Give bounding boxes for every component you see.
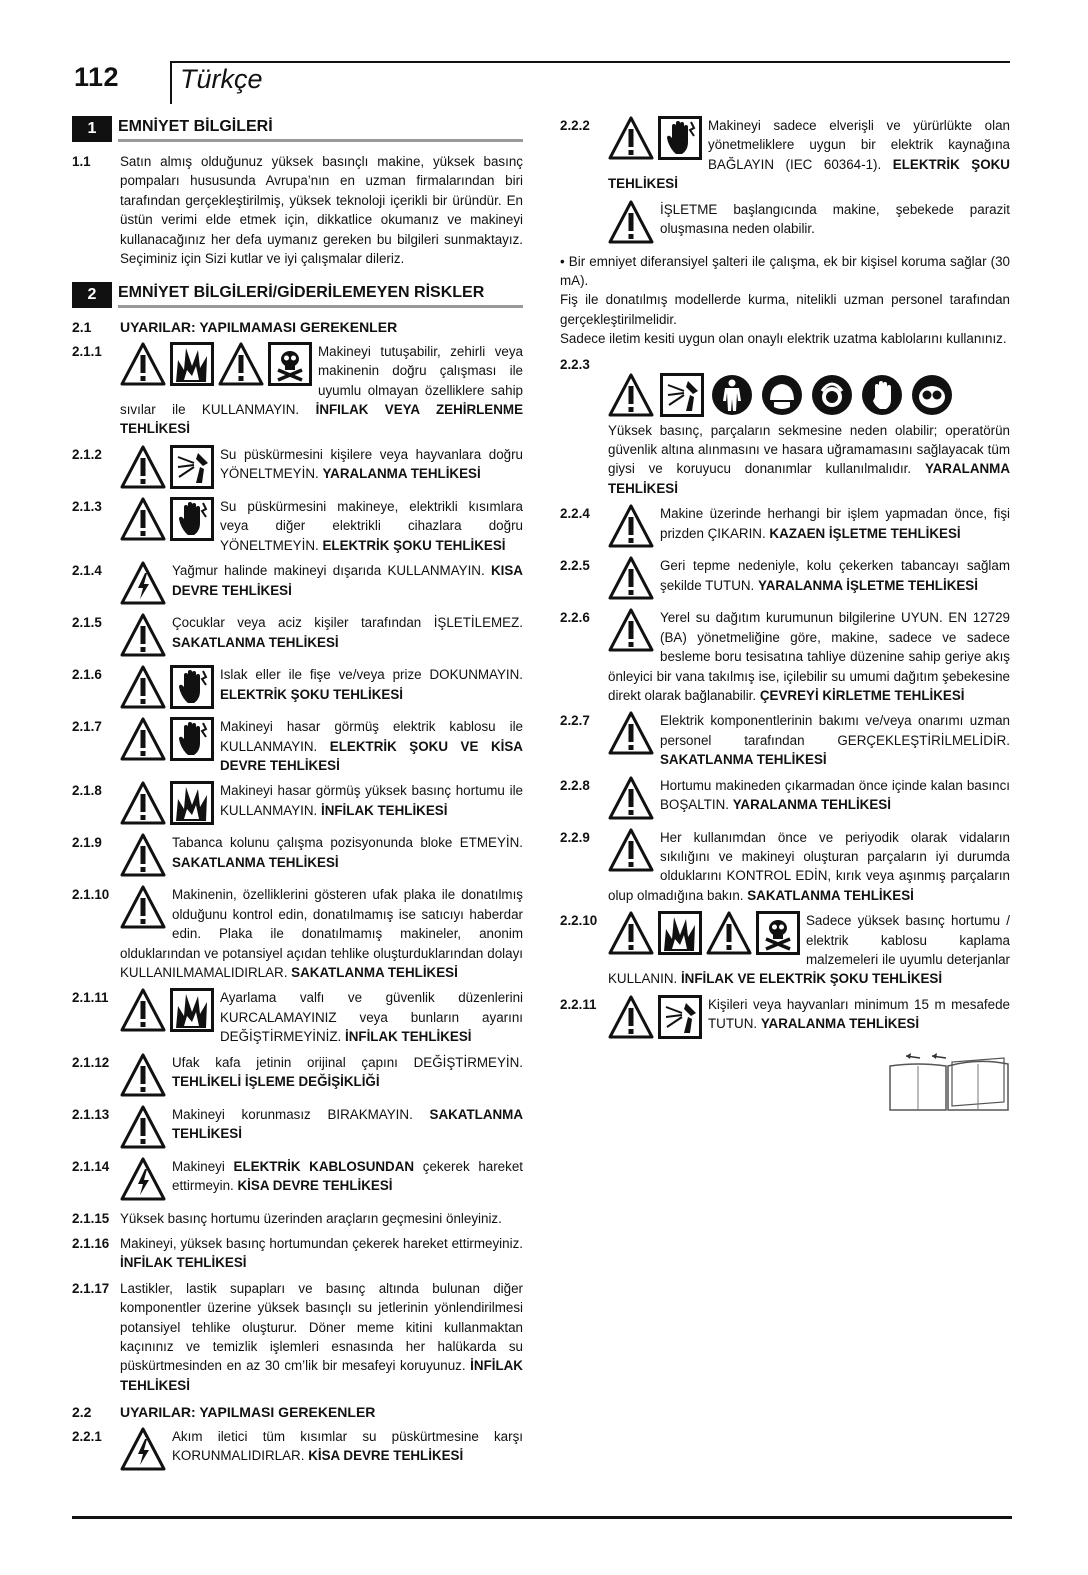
hazard-label: ELEKTRİK ŞOKU TEHLİKESİ [608, 156, 1010, 192]
item-2-2-11 [560, 995, 1010, 1041]
item-2-1-13 [72, 1105, 523, 1151]
rcd-note: • Bir emniyet diferansiyel şalteri ile çalışma, ek bir kişisel koruma sağlar (30 mA). [560, 253, 1010, 289]
warning-icon [608, 504, 654, 548]
item-number: 2.1.7 [72, 719, 102, 735]
electric-hand-icon [170, 717, 214, 761]
hazard-label: İNFİLAK TEHLİKESİ [345, 1029, 472, 1045]
helmet-icon [760, 373, 804, 417]
hazard-label: SAKATLANMA TEHLİKESİ [291, 964, 458, 980]
right-column [560, 116, 1010, 1047]
item-text: Makineyi sadece elverişli ve yürürlükte olan yönetmeliklere uygun bir elektrik kaynağına BAĞLAYIN (IEC 60364-1). [708, 118, 1010, 172]
item-number: 2.2.1 [72, 1428, 102, 1444]
item-number: 2.1.3 [72, 498, 102, 514]
item-text: Her kullanımdan önce ve periyodik olarak vidaların sıkılığını ve makineyi oluşturan parçaların iyi durumda olduklarını KONTROL EDİN, kırık veya aşınmış parçaların olup olmadığına bakın. [608, 829, 1010, 903]
item-number: 2.1.17 [72, 1280, 110, 1296]
warning-icon [120, 781, 166, 825]
item-number: 2.1.12 [72, 1054, 110, 1070]
item-text: Ayarlama valfı ve güvenlik düzenlerini KURCALAMAYINIZ veya bunların ayarını DEĞİŞTİRMEYİNİZ. [220, 990, 523, 1045]
item-2-1-14 [72, 1157, 523, 1203]
spray-person-icon [660, 373, 704, 417]
section-title: EMNİYET BİLGİLERİ/GİDERİLEMEYEN RİSKLER [118, 282, 523, 308]
item-number: 2.1.11 [72, 990, 109, 1006]
page-number: 112 [74, 62, 120, 92]
subsection-number: 2.2 [72, 1404, 92, 1421]
item-2-1-6 [72, 665, 523, 711]
hazard-label: SAKATLANMA TEHLİKESİ [172, 634, 339, 650]
item-text: Lastikler, lastik supapları ve basınç altında bulunan diğer komponentler üzerine yüksek basınçlı su jetlerinin yönlendirilmesi potansiyel tehlike oluşturur. Döner meme kitini kullanmaktan kaçınınız ve temizlik işlemleri esnasında her halükarda su püskürtmesinden en az 30 cm’lik bir mesafeyi koruyunuz. [120, 1280, 523, 1374]
warning-icon [608, 711, 654, 755]
hazard-label: ELEKTRİK ŞOKU TEHLİKESİ [322, 537, 506, 553]
warning-icon [120, 342, 166, 386]
spray-person-icon [170, 445, 214, 489]
item-text: Su püskürmesini kişilere veya hayvanlara doğru YÖNELTMEYİN. [220, 446, 523, 482]
hazard-label: KİSA DEVRE TEHLİKESİ [237, 1177, 393, 1193]
warning-icon [120, 833, 166, 877]
item-2-2-9 [560, 828, 1010, 906]
item-1-1 [72, 152, 523, 268]
item-text: Makineyi hasar görmüş yüksek basınç hortumu ile KULLANMAYIN. [220, 783, 523, 818]
warning-icon [608, 995, 654, 1039]
item-number: 2.1.10 [72, 887, 110, 903]
item-text: Islak eller ile fişe ve/veya prize DOKUNMAYIN. [220, 667, 523, 683]
item-text: Yağmur halinde makineyi dışarıda KULLANMAYIN. [172, 563, 485, 579]
item-2-2-10 [560, 911, 1010, 989]
electric-warning-icon [120, 1427, 166, 1471]
item-2-1-16 [72, 1234, 523, 1273]
item-number: 2.1.16 [72, 1235, 110, 1251]
section-title: EMNİYET BİLGİLERİ [118, 116, 523, 142]
subsection-title: UYARILAR: YAPILMASI GEREKENLER [120, 1404, 376, 1421]
item-number: 2.1.9 [72, 835, 102, 851]
hazard-label: SAKATLANMA TEHLİKESİ [660, 752, 827, 768]
section-2-header [72, 282, 523, 308]
subsection-number: 2.1 [72, 319, 92, 336]
item-number: 2.1.4 [72, 563, 102, 579]
item-2-2-2-note [560, 200, 1010, 246]
item-2-2-8 [560, 776, 1010, 822]
item-2-1-3 [72, 497, 523, 555]
item-number: 2.1.5 [72, 615, 102, 631]
item-text: Yüksek basınç, parçaların sekmesine neden olabilir; operatörün güvenlik altına alınmasını ve hasara uğramamasını sağlayacak tüm giysi ve koruyucu donanımlar kullanılmalıdır. [608, 422, 1010, 477]
skull-icon [756, 911, 800, 955]
read-manual-icon [888, 1052, 1010, 1112]
extension-note: Sadece iletim kesiti uygun olan onaylı elektrik uzatma kablolarını kullanınız. [560, 331, 1007, 347]
item-text: Elektrik komponentlerinin bakımı ve/veya onarımı uzman personel tarafından GERÇEKLEŞTİRİLMELİDİR. [660, 713, 1010, 748]
hazard-label: SAKATLANMA TEHLİKESİ [172, 854, 339, 870]
item-text: Çocuklar veya aciz kişiler tarafından İŞLETİLEMEZ. [172, 615, 523, 631]
item-2-1-8 [72, 781, 523, 827]
hazard-label: ELEKTRİK ŞOKU TEHLİKESİ [220, 686, 404, 702]
item-text: Yerel su dağıtım kurumunun bilgilerine UYUN. EN 12729 (BA) yönetmeliğine göre, makine, sadece ve sadece besleme boru tesisatına tahliye düzenine sahip geriye akış önleyici bir vana takılmış ise, içilebilir su umumi dağıtım şebekesine direkt olarak bağlanabilir. [608, 610, 1010, 703]
item-number: 2.1.6 [72, 667, 102, 683]
warning-icon [120, 445, 166, 489]
item-text: Makineyi, yüksek basınç hortumundan çekerek hareket ettirmeyiniz. [120, 1235, 523, 1251]
warning-icon [120, 885, 166, 929]
item-number: 2.2.3 [560, 356, 590, 372]
item-2-1-12 [72, 1053, 523, 1099]
warning-icon [120, 665, 166, 709]
hazard-label: YARALANMA TEHLİKESİ [760, 1016, 920, 1032]
hazard-label: İNFILAK VEYA ZEHİRLENME TEHLİKESİ [120, 402, 523, 437]
warning-icon [218, 342, 264, 386]
protective-suit-icon [710, 373, 754, 417]
item-number: 2.1.14 [72, 1158, 110, 1174]
item-2-1-10 [72, 885, 523, 982]
item-2-1-9 [72, 833, 523, 879]
warning-icon [706, 911, 752, 955]
hazard-label: ELEKTRİK ŞOKU VE KİSA DEVRE TEHLİKESİ [220, 738, 523, 773]
emphasis-text: ELEKTRİK KABLOSUNDAN [233, 1158, 415, 1174]
item-text: Makineyi tutuşabilir, zehirli veya makinenin doğru çalışması ile uyumlu olmayan özelliklere sahip sıvılar ile KULLANMAYIN. [120, 343, 523, 418]
section-number: 2 [72, 282, 112, 308]
item-text: Makinenin, özelliklerini gösteren ufak plaka ile donatılmış olduğunu kontrol edin, donatılmamış ise satıcıyı haberdar edin. Plaka ile donatılmamış makineler, anonim olduklarından ve potansiyel açıdan tehlike oluşturduklarından dolayı KULLANILMAMALIDIRLAR. [120, 887, 523, 980]
subsection-title: UYARILAR: YAPILMAMASI GEREKENLER [120, 319, 398, 336]
electric-warning-icon [120, 1157, 166, 1201]
item-2-2-7 [560, 711, 1010, 769]
item-text: Sadece yüksek basınç hortumu / elektrik kablosu kaplama malzemeleri ile uyumlu deterjanlar KULLANIN. [608, 913, 1010, 987]
explosion-icon [170, 988, 214, 1032]
item-2-2-3 [560, 355, 1010, 499]
item-number: 2.2.9 [560, 829, 590, 845]
item-number: 2.2.7 [560, 713, 590, 729]
warning-icon [608, 373, 654, 417]
subsection-2-1 [72, 318, 523, 337]
explosion-icon [170, 342, 214, 386]
item-number: 2.1.13 [72, 1106, 110, 1122]
electric-warning-icon [120, 561, 166, 605]
hazard-label: ÇEVREYİ KİRLETME TEHLİKESİ [759, 687, 965, 703]
item-text: çekerek hareket ettirmeyin. [172, 1158, 523, 1193]
spray-person-icon [658, 995, 702, 1039]
item-2-1-5 [72, 613, 523, 659]
item-text: Makine üzerinde herhangi bir işlem yapmadan önce, fişi prizden ÇIKARIN. [660, 506, 1010, 541]
header-rule [170, 61, 1010, 63]
item-number: 2.2.6 [560, 610, 590, 626]
item-2-1-1 [72, 342, 523, 439]
item-number: 2.2.10 [560, 913, 598, 929]
hazard-label: KISA DEVRE TEHLİKESİ [172, 563, 523, 598]
item-2-1-2 [72, 445, 523, 491]
item-2-2-1 [72, 1427, 523, 1473]
item-text: Satın almış olduğunuz yüksek basınçlı makine, yüksek basınç pompaları hususunda Avrupa’nın en uzman firmalarından biri tarafından gerçekleştirilmiş, yüksek teknoloji içerikli bir üründür. En üstün verimi elde etmek için, dikkatlice okumanız ve makineyi kullanacağınız her defa uymanız gereken bu bilgileri sunmaktayız. Seçiminiz için Sizi kutlar ve iyi çalışmalar dileriz. [120, 154, 523, 267]
page-language: Türkçe [180, 64, 263, 94]
item-2-1-7 [72, 717, 523, 775]
hazard-label: TEHLİKELİ İŞLEME DEĞİŞİKLİĞİ [172, 1073, 380, 1089]
explosion-icon [658, 911, 702, 955]
warning-icon [608, 200, 654, 244]
hazard-label: İNFİLAK TEHLİKESİ [120, 1358, 523, 1393]
subsection-2-2 [72, 1403, 523, 1422]
item-text: Su püskürmesini makineye, elektrikli kısımlara veya diğer elektrikli cihazlara doğru YÖNELTMEYİN. [220, 498, 523, 553]
item-number: 2.2.8 [560, 777, 590, 793]
hazard-label: YARALANMA TEHLİKESİ [322, 466, 481, 482]
warning-icon [608, 556, 654, 600]
item-2-1-15 [72, 1209, 523, 1228]
gloves-icon [860, 373, 904, 417]
electric-hand-icon [170, 665, 214, 709]
warning-icon [120, 1105, 166, 1149]
goggles-icon [910, 373, 954, 417]
warning-icon [120, 988, 166, 1032]
electric-hand-icon [170, 497, 214, 541]
item-text: Makineyi [172, 1158, 225, 1174]
item-number: 2.2.4 [560, 506, 590, 522]
section-1-header [72, 116, 523, 142]
item-2-1-4 [72, 561, 523, 607]
item-text: Ufak kafa jetinin orijinal çapını DEĞİŞTİRMEYİN. [172, 1054, 523, 1070]
explosion-icon [170, 781, 214, 825]
item-number: 2.1.8 [72, 783, 102, 799]
item-2-1-11 [72, 988, 523, 1046]
hazard-label: SAKATLANMA TEHLİKESİ [172, 1106, 523, 1141]
warning-icon [608, 911, 654, 955]
hazard-label: YARALANMA TEHLİKESİ [732, 796, 891, 812]
item-number: 2.2.2 [560, 118, 590, 133]
item-number: 2.1.15 [72, 1210, 110, 1226]
warning-icon [608, 608, 654, 652]
item-number: 1.1 [72, 154, 91, 169]
item-text: Makineyi hasar görmüş elektrik kablosu ile KULLANMAYIN. [220, 719, 523, 754]
header-divider [170, 62, 172, 104]
hazard-label: KİSA DEVRE TEHLİKESİ [308, 1448, 464, 1464]
item-2-2-6 [560, 608, 1010, 705]
item-text: Kişileri veya hayvanları minimum 15 m mesafede TUTUN. [708, 996, 1010, 1032]
section-number: 1 [72, 116, 112, 142]
item-text: İŞLETME başlangıcında makine, şebekede parazit oluşmasına neden olabilir. [660, 201, 1010, 237]
item-2-2-2 [560, 116, 1010, 194]
warning-icon [608, 828, 654, 872]
footer-rule [72, 1516, 1012, 1519]
warning-icon [120, 717, 166, 761]
hazard-label: YARALANMA İŞLETME TEHLİKESİ [758, 577, 978, 593]
hazard-label: SAKATLANMA TEHLİKESİ [747, 887, 914, 903]
ppe-icons [608, 373, 954, 417]
item-text: Yüksek basınç hortumu üzerinden araçların geçmesini önleyiniz. [120, 1210, 502, 1226]
item-2-1-17 [72, 1279, 523, 1395]
hazard-label: KAZAEN İŞLETME TEHLİKESİ [769, 525, 961, 541]
warning-icon [608, 116, 654, 160]
hazard-label: İNFİLAK TEHLİKESİ [120, 1255, 247, 1271]
item-number: 2.1.1 [72, 343, 102, 359]
electric-hand-icon [658, 116, 702, 160]
hazard-label: İNFİLAK VE ELEKTRİK ŞOKU TEHLİKESİ [680, 971, 943, 987]
item-number: 2.1.2 [72, 446, 102, 462]
skull-icon [268, 342, 312, 386]
item-2-2-4 [560, 504, 1010, 550]
warning-icon [120, 1053, 166, 1097]
item-2-2-5 [560, 556, 1010, 602]
item-number: 2.2.11 [560, 996, 597, 1012]
item-text: Geri tepme nedeniyle, kolu çekerken tabancayı sağlam şekilde TUTUN. [660, 558, 1010, 593]
item-text: Makineyi korunmasız BIRAKMAYIN. [172, 1106, 413, 1122]
item-text: Hortumu makineden çıkarmadan önce içinde kalan basıncı BOŞALTIN. [660, 777, 1010, 812]
item-text: Tabanca kolunu çalışma pozisyonunda bloke ETMEYİN. [172, 835, 523, 851]
ear-protection-icon [810, 373, 854, 417]
warning-icon [608, 776, 654, 820]
warning-icon [120, 613, 166, 657]
hazard-label: YARALANMA TEHLİKESİ [608, 461, 1010, 496]
item-text: Akım iletici tüm kısımlar su püskürtmesine karşı KORUNMALIDIRLAR. [172, 1428, 523, 1464]
left-column [72, 116, 523, 1479]
warning-icon [120, 497, 166, 541]
item-number: 2.2.5 [560, 558, 590, 574]
hazard-label: İNFİLAK TEHLİKESİ [320, 802, 448, 818]
plug-note: Fiş ile donatılmış modellerde kurma, nitelikli uzman personel tarafından gerçekleştirilmelidir. [560, 292, 1010, 327]
